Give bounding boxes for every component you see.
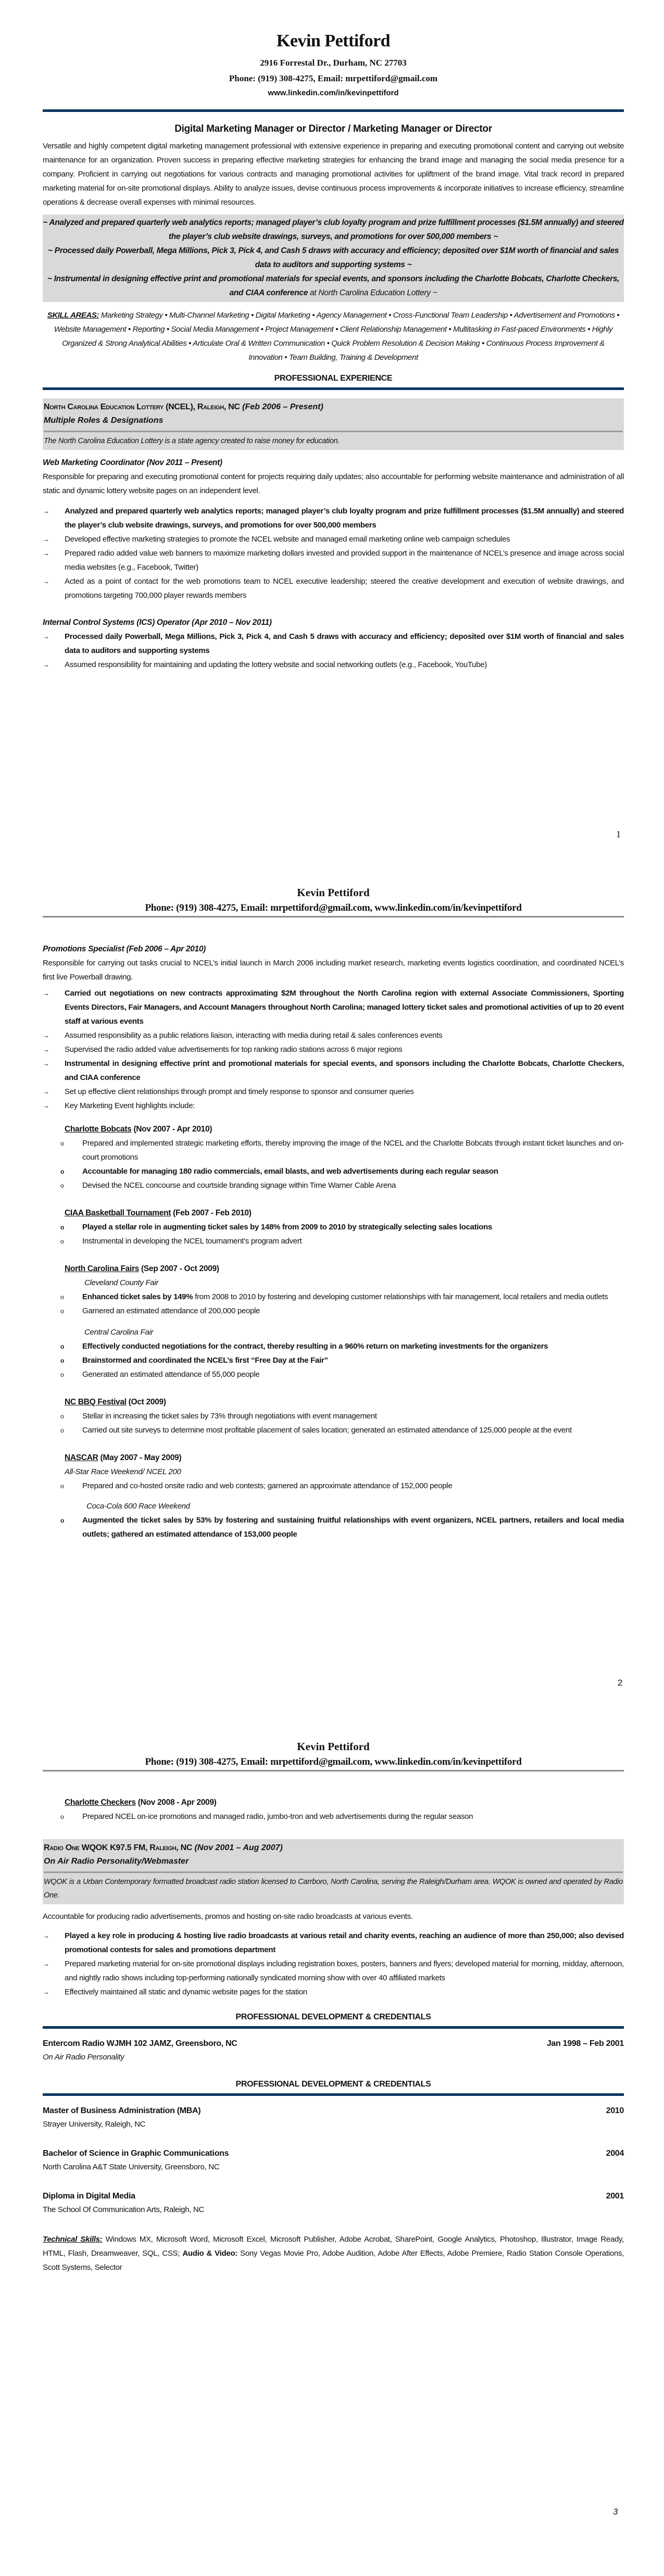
education-item — [43, 2104, 624, 2131]
arrow-bullet-icon: → — [43, 633, 49, 640]
event-name: CIAA Basketball Tournament — [65, 1209, 171, 1217]
arrow-bullet-icon: → — [43, 1988, 49, 1996]
school: The School Of Communication Arts, Raleigh, NC — [43, 2205, 204, 2214]
event-name: Charlotte Bobcats — [65, 1125, 132, 1134]
running-header-name: Kevin Pettiford — [297, 1740, 370, 1753]
technical-skills — [43, 2232, 624, 2275]
org-name: North Carolina Education Lottery (NCEL), Raleigh, NC — [44, 403, 240, 411]
event-name: Charlotte Checkers — [65, 1798, 136, 1807]
bbq-bullets — [43, 1409, 624, 1437]
list-item: o Prepared and co-hosted onsite radio and web contests; garnered an approximate attendance of 152,000 people — [43, 1479, 624, 1493]
arrow-bullet-icon: → — [43, 535, 49, 543]
org-role: On Air Radio Personality/Webmaster — [44, 1857, 189, 1866]
highlight-text: ~ Instrumental in designing effective print and promotional materials for special events, and sponsors including the Charlotte Bobcats, Charlotte Checkers, and CIAA conference — [47, 274, 620, 297]
arrow-bullet-icon: → — [43, 1032, 49, 1039]
contact-line: Phone: (919) 308-4275, Email: mrpettiford@gmail.com — [229, 73, 438, 83]
arrow-bullet-icon: → — [43, 1960, 49, 1968]
list-item: → Played a key role in producing & hosting live radio broadcasts at various retail and charity events, reaching an audience of more than 250,000; also devised promotional contests for sales and promotions department — [43, 1929, 624, 1957]
ciaa-bullets — [43, 1220, 624, 1248]
allstar-bullets — [43, 1479, 624, 1493]
degree-year: 2004 — [606, 2149, 624, 2158]
arrow-bullet-icon: → — [43, 1088, 49, 1096]
highlight-suffix: at North Carolina Education Lottery ~ — [308, 288, 437, 297]
org-name: Radio One WQOK K97.5 FM, Raleigh, NC — [44, 1843, 193, 1852]
circle-bullet-icon: o — [60, 1371, 64, 1378]
event-name: North Carolina Fairs — [65, 1264, 139, 1273]
list-item: o Instrumental in developing the NCEL tournament’s program advert — [43, 1234, 624, 1248]
degree: Diploma in Digital Media — [43, 2192, 135, 2201]
event-bobcats — [43, 1122, 624, 1136]
event-fairs — [43, 1262, 624, 1290]
section-divider — [43, 2026, 624, 2029]
highlight-item — [43, 272, 624, 300]
arrow-bullet-icon: → — [43, 1102, 49, 1110]
circle-bullet-icon: o — [60, 1813, 64, 1820]
event-dates: (Feb 2007 - Feb 2010) — [171, 1209, 252, 1217]
circle-bullet-icon: o — [60, 1482, 64, 1490]
circle-bullet-icon: o — [60, 1238, 64, 1245]
event-name: NC BBQ Festival — [65, 1398, 127, 1406]
radio-one-bullets — [43, 1929, 624, 1999]
list-item: → Key Marketing Event highlights include: — [43, 1099, 624, 1113]
running-header-divider — [43, 916, 624, 918]
circle-bullet-icon: o — [60, 1293, 64, 1301]
education-item — [43, 2147, 624, 2174]
page-number: 1 — [616, 829, 621, 839]
list-item: → Carried out negotiations on new contracts approximating $2M throughout the North Carolina region with external Associate Commissioners, Sporting Events Directors, Fair Managers, and Account Managers throughout North Carolina; managed lottery ticket sales and promotional activities of up to 20 event staff at various events — [43, 986, 624, 1028]
list-item: o Prepared and implemented strategic marketing efforts, thereby improving the image of the NCEL and the Charlotte Bobcats through instant ticket launches and on-court promotions — [43, 1136, 624, 1164]
degree: Bachelor of Science in Graphic Communications — [43, 2149, 229, 2158]
event-ciaa — [43, 1206, 624, 1220]
cleveland-bullets — [43, 1290, 624, 1318]
web-coordinator-bullets — [43, 504, 624, 602]
ics-bullets — [43, 630, 624, 672]
org-role: On Air Radio Personality — [43, 2053, 124, 2062]
event-name: NASCAR — [65, 1453, 98, 1462]
org-role: Multiple Roles & Designations — [44, 416, 164, 425]
objective-title: Digital Marketing Manager or Director / Marketing Manager or Director — [174, 123, 492, 134]
highlight-item: ~ Processed daily Powerball, Mega Millions, Pick 3, Pick 4, and Cash 5 draws with accuracy and efficiency; deposited over $1M worth of financial and sales data to auditors and supporting systems ~ — [47, 246, 619, 269]
promotions-bullets — [43, 986, 624, 1113]
radio-one-org-box — [43, 1839, 624, 1904]
list-item: o Augmented the ticket sales by 53% by fostering and sustaining fruitful relationships with event organizers, NCEL partners, retailers and local media outlets; gathered an estimated attendance of 153,000 people — [43, 1513, 624, 1541]
list-item: o Prepared NCEL on-ice promotions and managed radio, jumbo-tron and web advertisements during the regular season — [43, 1810, 624, 1824]
list-item: o Enhanced ticket sales by 149% from 2008 to 2010 by fostering and developing customer relationships with fair management, local retailers and media outlets — [43, 1290, 624, 1304]
page-number: 3 — [613, 2507, 618, 2517]
org-description: The North Carolina Education Lottery is a state agency created to raise money for education. — [44, 437, 340, 445]
school: North Carolina A&T State University, Greensboro, NC — [43, 2163, 220, 2171]
degree-year: 2001 — [606, 2192, 624, 2201]
event-dates: (Nov 2007 - Apr 2010) — [131, 1125, 212, 1134]
checkers-bullets — [43, 1810, 624, 1824]
role-description: Responsible for carrying out tasks crucial to NCEL’s initial launch in March 2006 including market research, marketing events logistics coordination, and coordinated NCEL’s first live Powerball drawing. — [43, 959, 624, 982]
list-item: o Carried out site surveys to determine most profitable placement of sales location; generated an estimated attendance of 125,000 people at the event — [43, 1423, 624, 1437]
school: Strayer University, Raleigh, NC — [43, 2120, 146, 2129]
summary-paragraph: Versatile and highly competent digital marketing management professional with extensive experience in preparing and executing promotional content and carrying out website maintenance for an organization. Proven success in preparing effective marketing strategies for enhancing the brand image and managing the social media presence for a company. Proficient in carrying out negotiations for various contracts and managing promotional activities for upliftment of the brand image. Vital track record in prepared marketing material for on-site promotional displays. Ability to analyze issues, devise continuous process improvements & incorporate initiatives to increase efficiency, streamline operations & decrease overall expenses with minimal resources. — [43, 142, 624, 207]
circle-bullet-icon: o — [60, 1140, 64, 1147]
role-description: Responsible for preparing and executing promotional content for projects requiring daily updates; also accountable for performing website maintenance and administration of all static and dynamic lottery website pages on an independent level. — [43, 472, 624, 495]
org-dates: (Nov 2001 – Aug 2007) — [192, 1843, 283, 1852]
bobcats-bullets — [43, 1136, 624, 1192]
degree-year: 2010 — [606, 2106, 624, 2115]
list-item: → Supervised the radio added value advertisements for top ranking radio stations across 6 major regions — [43, 1042, 624, 1057]
role-description: Accountable for producing radio advertisements, promos and hosting on-site radio broadcasts at various events. — [43, 1912, 413, 1921]
arrow-bullet-icon: → — [43, 1046, 49, 1053]
event-dates: (May 2007 - May 2009) — [98, 1453, 182, 1462]
ncel-org-box — [43, 398, 624, 450]
list-item: → Set up effective client relationships through prompt and timely response to sponsor and consumer queries — [43, 1085, 624, 1099]
running-header-contact: Phone: (919) 308-4275, Email: mrpettiford@gmail.com, www.linkedin.com/in/kevinpettiford — [145, 902, 522, 913]
event-dates: (Sep 2007 - Oct 2009) — [139, 1264, 219, 1273]
list-item: o Accountable for managing 180 radio commercials, email blasts, and web advertisements during each regular season — [43, 1164, 624, 1178]
role-title: Internal Control Systems (ICS) Operator (Apr 2010 – Nov 2011) — [43, 618, 272, 627]
coke-bullets — [43, 1513, 624, 1541]
list-item: o Effectively conducted negotiations for the contract, thereby resulting in a 960% return on marketing investments for the organizers — [43, 1339, 624, 1353]
event-checkers — [43, 1795, 624, 1810]
list-item: → Developed effective marketing strategies to promote the NCEL website and managed email marketing online web campaign schedules — [43, 532, 624, 546]
arrow-bullet-icon: → — [43, 507, 49, 515]
role-title: Promotions Specialist (Feb 2006 – Apr 2010) — [43, 945, 206, 953]
section-divider — [43, 387, 624, 390]
list-item: → Prepared radio added value web banners to maximize marketing dollars invested and provided support in the maintenance of NCEL’s presence and image across social media websites (e.g., Facebook, Twitter) — [43, 546, 624, 574]
skill-areas — [43, 308, 624, 365]
skill-areas-text: Marketing Strategy • Multi-Channel Marketing • Digital Marketing • Agency Management • Cross-Functional Team Leadership • Advertisement and Promotions • Website Management • Reporting • Social Media Management • Project Management • Client Relationship Management • Multitasking in Fast-paced Environments • Highly Organized & Strong Analytical Abilities • Articulate Oral & Written Communication • Quick Problem Resolution & Decision Making • Continuous Process Improvement & Innovation • Team Building, Training & Development — [54, 311, 620, 362]
candidate-name: Kevin Pettiford — [276, 31, 391, 51]
list-item: → Assumed responsibility for maintaining and updating the lottery website and social networking outlets (e.g., Facebook, YouTube) — [43, 658, 624, 672]
running-header-contact: Phone: (919) 308-4275, Email: mrpettiford@gmail.com, www.linkedin.com/in/kevinpettiford — [145, 1756, 522, 1767]
degree: Master of Business Administration (MBA) — [43, 2106, 201, 2115]
arrow-bullet-icon: → — [43, 661, 49, 669]
page-3 — [0, 1718, 664, 2576]
linkedin-link[interactable]: www.linkedin.com/in/kevinpettiford — [268, 89, 399, 97]
running-header-divider — [43, 1770, 624, 1771]
circle-bullet-icon: o — [60, 1517, 65, 1524]
section-divider — [43, 2093, 624, 2096]
event-subtitle: Cleveland County Fair — [84, 1278, 159, 1287]
circle-bullet-icon: o — [60, 1308, 64, 1315]
list-item: → Processed daily Powerball, Mega Millions, Pick 3, Pick 4, and Cash 5 draws with accuracy and efficiency; deposited over $1M worth of financial and sales data to auditors and supporting systems — [43, 630, 624, 658]
list-item: o Generated an estimated attendance of 55,000 people — [43, 1367, 624, 1381]
education-item — [43, 2190, 624, 2217]
entercom-row — [43, 2037, 624, 2051]
org-name: Entercom Radio WJMH 102 JAMZ, Greensboro, NC — [43, 2039, 237, 2048]
list-item: o Devised the NCEL concourse and courtside branding signage within Time Warner Cable Arena — [43, 1178, 624, 1192]
section-heading-development: PROFESSIONAL DEVELOPMENT & CREDENTIALS — [235, 2013, 431, 2021]
skill-areas-label: SKILL AREAS: — [47, 311, 99, 320]
running-header-name: Kevin Pettiford — [297, 886, 370, 899]
list-item: → Analyzed and prepared quarterly web analytics reports; managed player’s club loyalty program and prize fulfillment processes ($1.5M annually) and steered the player’s club website drawings, surveys, and promotions for over 500,000 members — [43, 504, 624, 532]
circle-bullet-icon: o — [60, 1343, 65, 1350]
list-item: → Acted as a point of contact for the web promotions team to NCEL executive leadership; steered the creative development and execution of website drawings, and promotions targeting 700,000 player rewards members — [43, 574, 624, 602]
event-nascar — [43, 1451, 624, 1479]
technical-skills-text: Windows MX, Microsoft Word, Microsoft Excel, Microsoft Publisher, Adobe Acrobat, SharePoint, Google Analytics, Photoshop, Illustrator, Image Ready, HTML, Flash, Dreamweaver, SQL, CSS; — [43, 2235, 624, 2258]
org-dates: (Feb 2006 – Present) — [240, 403, 323, 411]
section-heading-experience: PROFESSIONAL EXPERIENCE — [274, 374, 393, 383]
technical-skills-label: Technical Skills: — [43, 2235, 103, 2244]
event-subtitle: Central Carolina Fair — [84, 1328, 154, 1337]
list-item: → Effectively maintained all static and dynamic website pages for the station — [43, 1985, 624, 1999]
address: 2916 Forrestal Dr., Durham, NC 27703 — [260, 58, 407, 68]
list-item: o Played a stellar role in augmenting ticket sales by 148% from 2009 to 2010 by strategically selecting sales locations — [43, 1220, 624, 1234]
circle-bullet-icon: o — [60, 1413, 64, 1420]
page-2 — [0, 859, 664, 1718]
audio-video-text: Sony Vegas Movie Pro, Adobe Audition, Adobe After Effects, Adobe Premiere, Radio Station Console Operations, Scott Systems, Selector — [43, 2249, 624, 2272]
circle-bullet-icon: o — [60, 1182, 64, 1189]
list-item: → Assumed responsibility as a public relations liaison, interacting with media during retail & sales conferences events — [43, 1028, 624, 1042]
circle-bullet-icon: o — [60, 1168, 65, 1175]
arrow-bullet-icon: → — [43, 577, 49, 585]
audio-video-label: Audio & Video: — [182, 2249, 237, 2258]
list-item: → Prepared marketing material for on-site promotional displays including registration boxes, posters, banners and flyers; developed material for morning, midday, afternoon, and nightly radio shows including top-performing nationally syndicated morning show with over 40 affiliated markets — [43, 1957, 624, 1985]
central-fair-bullets — [43, 1339, 624, 1381]
org-description: WQOK is a Urban Contemporary formatted broadcast radio station licensed to Carrboro, North Carolina, serving the Raleigh/Durham area. WQOK is owned and operated by Radio One. — [44, 1878, 623, 1900]
org-dates: Jan 1998 – Feb 2001 — [546, 2039, 624, 2048]
highlights-box — [43, 215, 624, 302]
page-number: 2 — [618, 1678, 623, 1688]
list-item: o Brainstormed and coordinated the NCEL’s first “Free Day at the Fair” — [43, 1353, 624, 1367]
page-1 — [0, 0, 664, 859]
circle-bullet-icon: o — [60, 1427, 64, 1434]
event-subtitle: All-Star Race Weekend/ NCEL 200 — [65, 1467, 181, 1476]
list-item: o Stellar in increasing the ticket sales by 73% through negotiations with event management — [43, 1409, 624, 1423]
arrow-bullet-icon: → — [43, 1932, 49, 1940]
arrow-bullet-icon: → — [43, 1060, 49, 1067]
role-title: Web Marketing Coordinator (Nov 2011 – Present) — [43, 458, 222, 467]
arrow-bullet-icon: → — [43, 549, 49, 557]
circle-bullet-icon: o — [60, 1224, 65, 1231]
header-divider — [43, 109, 624, 112]
circle-bullet-icon: o — [60, 1357, 65, 1364]
list-item: o Garnered an estimated attendance of 200,000 people — [43, 1304, 624, 1318]
highlight-item: ~ Analyzed and prepared quarterly web analytics reports; managed player’s club loyalty program and prize fulfillment processes ($1.5M annually) and steered the player’s club website drawings, surveys, and promotions for over 500,000 members ~ — [43, 218, 624, 241]
list-item: → Instrumental in designing effective print and promotional materials for special events, and sponsors including the Charlotte Bobcats, Charlotte Checkers, and CIAA conference — [43, 1057, 624, 1085]
arrow-bullet-icon: → — [43, 989, 49, 997]
event-bbq — [43, 1395, 624, 1409]
event-dates: (Oct 2009) — [126, 1398, 166, 1406]
section-heading-credentials: PROFESSIONAL DEVELOPMENT & CREDENTIALS — [235, 2080, 431, 2089]
event-dates: (Nov 2008 - Apr 2009) — [135, 1798, 217, 1807]
event-subtitle: Coca-Cola 600 Race Weekend — [86, 1502, 190, 1511]
